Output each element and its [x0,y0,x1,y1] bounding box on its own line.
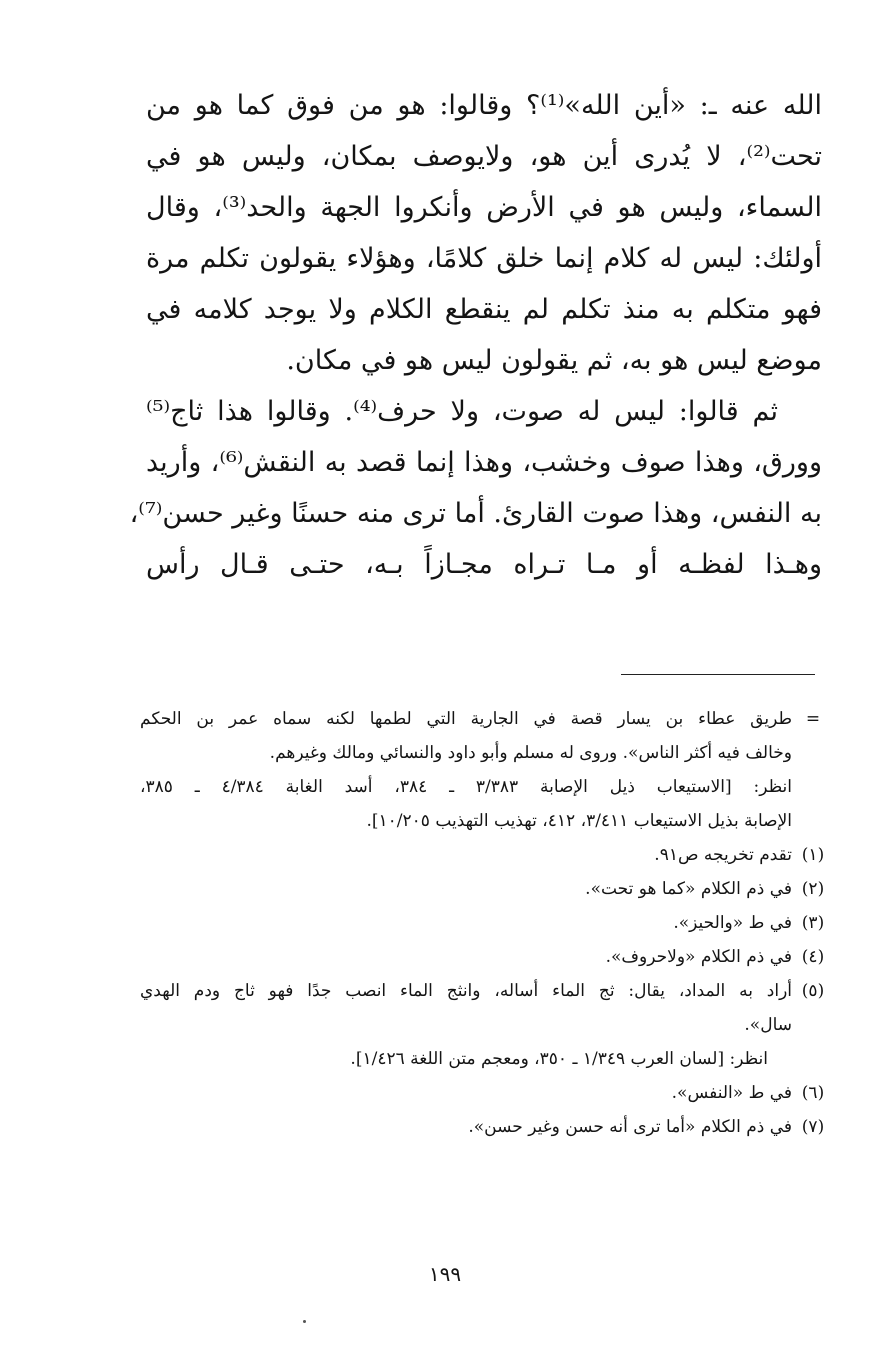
footnote-1 [140,838,840,872]
footnote-row [140,1042,840,1076]
footnote-row [140,804,840,838]
footnote-number: (٦) [801,1083,825,1103]
footnote-line: طريق عطاء بن يسار قصة في الجارية التي لطمها لكنه سماه عمر بن الحكم [140,709,792,729]
continuation-mark: = [805,709,821,729]
footnote-text: في ط «والحيز». [673,913,792,933]
text-line-4: أولئك: ليس له كلام إنما خلق كلامًا، وهؤلاء يقولون تكلم مرة [146,243,822,274]
footnote-text: أراد به المداد، يقال: ثج الماء أساله، وانثج الماء انصب جدًا فهو ثاج ودم الهدي [140,981,792,1001]
footnote-text: في ط «النفس». [671,1083,792,1103]
footnote-text: سال». [744,1015,792,1035]
footnote-number: (١) [801,845,825,865]
page-number: ١٩٩ [428,1262,462,1286]
footnote-text: تقدم تخريجه ص٩١. [654,845,792,865]
footnote-7 [140,1110,840,1144]
scan-speck [303,1320,306,1323]
text-line-10: وهـذا لفظـه أو مـا تـراه مجـازاً بـه، حتـى قـال رأس [146,549,822,580]
footnote-reference: انظر: [لسان العرب ١/٣٤٩ ـ ٣٥٠، ومعجم متن اللغة ١/٤٢٦]. [350,1049,768,1069]
footnote-line: الإصابة بذيل الاستيعاب ٣/٤١١، ٤١٢، تهذيب التهذيب ١٠/٢٠٥]. [366,811,792,831]
text-line-8: وورق، وهذا صوف وخشب، وهذا إنما قصد به النقش⁽⁶⁾، وأريد [146,447,822,478]
footnote-continuation [140,702,840,736]
text-line-5: فهو متكلم به منذ تكلم لم ينقطع الكلام ولا يوجد كلامه في [146,294,822,325]
footnote-4 [140,940,840,974]
footnote-number: (٤) [801,947,825,967]
text-line-2: تحت⁽²⁾، لا يُدرى أين هو، ولايوصف بمكان، وليس هو في [146,141,822,172]
footnote-number: (٧) [801,1117,825,1137]
text-line-3: السماء، وليس هو في الأرض وأنكروا الجهة والحد⁽³⁾، وقال [146,192,822,223]
footnote-row [140,736,840,770]
footnote-number: (٣) [801,913,825,933]
footnote-number: (٥) [801,981,825,1001]
footnotes [140,702,840,1144]
footnote-text: في ذم الكلام «أما ترى أنه حسن وغير حسن». [468,1117,792,1137]
footnote-3 [140,906,840,940]
footnote-line: وخالف فيه أكثر الناس». وروى له مسلم وأبو داود والنسائي ومالك وغيرهم. [269,743,792,763]
footnote-text: في ذم الكلام «كما هو تحت». [585,879,792,899]
footnote-2 [140,872,840,906]
footnote-separator [621,674,815,675]
footnote-6 [140,1076,840,1110]
main-text [129,80,823,590]
footnote-row [140,1008,840,1042]
footnote-line: انظر: [الاستيعاب ذيل الإصابة ٣/٣٨٣ ـ ٣٨٤، أسد الغابة ٤/٣٨٤ ـ ٣٨٥، [140,777,793,797]
footnote-number: (٢) [801,879,825,899]
footnote-row [140,770,840,804]
text-line-7: ثم قالوا: ليس له صوت، ولا حرف⁽⁴⁾. وقالوا هذا ثاج⁽⁵⁾ [146,396,778,427]
text-line-6: موضع ليس هو به، ثم يقولون ليس هو في مكان. [286,345,822,376]
text-line-9: به النفس، وهذا صوت القارئ. أما ترى منه حسنًا وغير حسن⁽⁷⁾، [129,498,822,529]
text-line-1: الله عنه ـ: «أين الله»⁽¹⁾؟ وقالوا: هو من فوق كما هو من [146,90,823,121]
footnote-text: في ذم الكلام «ولاحروف». [605,947,792,967]
footnote-5 [140,974,840,1008]
